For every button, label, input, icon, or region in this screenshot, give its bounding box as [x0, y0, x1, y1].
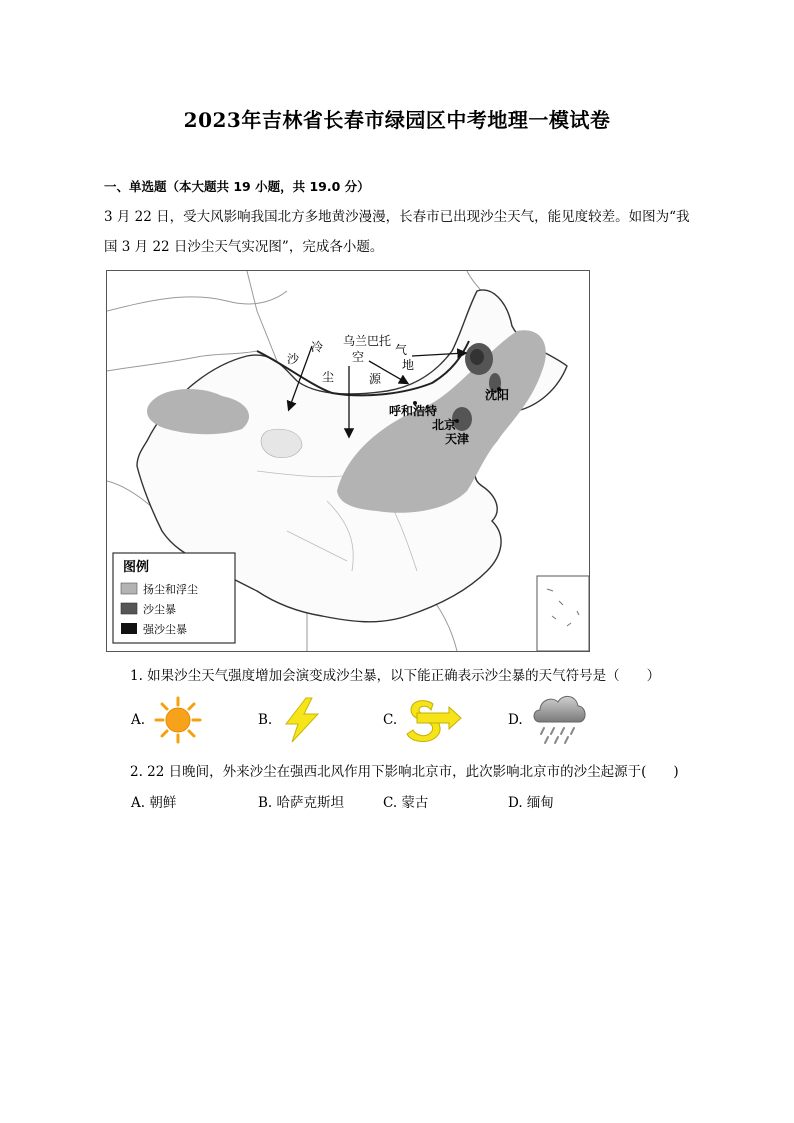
legend-item-dust: 扬尘和浮尘 — [143, 583, 198, 596]
sun-icon[interactable] — [152, 696, 204, 744]
q2-option-d[interactable]: D. 缅甸 — [508, 795, 554, 811]
label-shenyang: 沈阳 — [485, 388, 510, 402]
rain-cloud-icon[interactable] — [530, 690, 588, 746]
q2-option-c[interactable]: C. 蒙古 — [383, 795, 429, 811]
q2-option-a[interactable]: A. 朝鲜 — [131, 795, 177, 811]
label-di: 地 — [402, 358, 415, 372]
label-qi: 气 — [395, 343, 408, 357]
label-ulaanbaatar: 乌兰巴托 — [343, 334, 392, 348]
lightning-icon[interactable] — [278, 696, 324, 744]
legend-item-strong-sandstorm: 强沙尘暴 — [143, 623, 187, 636]
label-yuan: 源 — [369, 372, 382, 386]
question-2-stem: 2. 22 日晚间，外来沙尘在强西北风作用下影响北京市，此次影响北京市的沙尘起源于( ) — [130, 764, 679, 780]
legend-title: 图例 — [123, 560, 150, 575]
label-leng: 冷 — [311, 340, 324, 354]
intro-line-1: 3 月 22 日，受大风影响我国北方多地黄沙漫漫，长春市已出现沙尘天气，能见度较差。如图为“我 — [104, 209, 690, 225]
label-beijing: 北京 — [432, 418, 457, 432]
intro-line-2: 国 3 月 22 日沙尘天气实况图”，完成各小题。 — [104, 239, 384, 255]
label-kong: 空 — [352, 350, 365, 364]
label-sha: 沙 — [287, 352, 300, 366]
label-hohhot: 呼和浩特 — [389, 404, 438, 418]
legend-swatch-strong-sandstorm — [121, 623, 137, 634]
legend-swatch-sandstorm — [121, 603, 137, 614]
q1-option-d-label[interactable]: D. — [508, 712, 523, 728]
sandstorm-icon[interactable] — [403, 696, 463, 744]
question-1-stem: 1. 如果沙尘天气强度增加会演变成沙尘暴，以下能正确表示沙尘暴的天气符号是（ ） — [130, 668, 661, 684]
q2-option-b[interactable]: B. 哈萨克斯坦 — [258, 795, 345, 811]
label-tianjin: 天津 — [445, 432, 470, 446]
page-title: 2023年吉林省长春市绿园区中考地理一模试卷 — [183, 108, 611, 132]
section-heading: 一、单选题（本大题共 19 小题，共 19.0 分） — [104, 179, 370, 194]
legend-item-sandstorm: 沙尘暴 — [143, 603, 176, 616]
dust-weather-map — [106, 270, 590, 652]
q1-option-b-label[interactable]: B. — [258, 712, 273, 728]
q1-option-a-label[interactable]: A. — [131, 712, 146, 728]
legend-swatch-dust — [121, 583, 137, 594]
map-graphic — [107, 271, 589, 651]
label-chen: 尘 — [322, 370, 335, 384]
q1-option-c-label[interactable]: C. — [383, 712, 398, 728]
